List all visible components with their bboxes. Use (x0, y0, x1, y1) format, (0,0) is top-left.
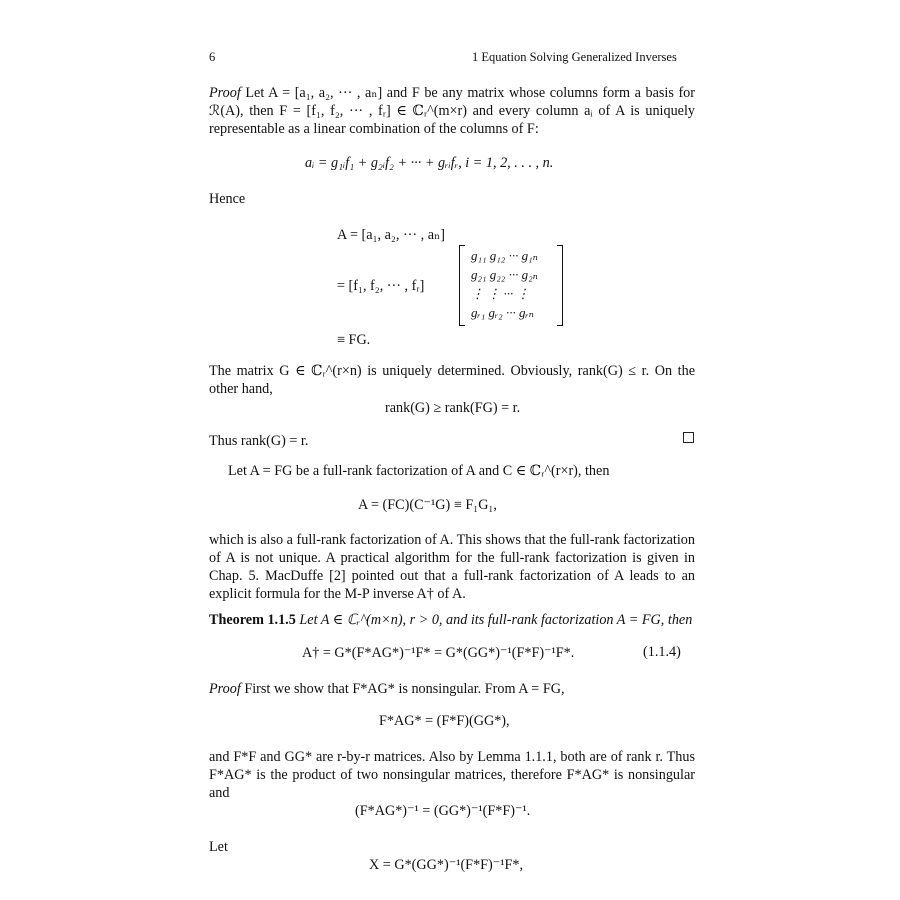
paragraph-matrix-G: The matrix G ∈ ℂᵣ^(r×n) is uniquely determined. Obviously, rank(G) ≤ r. On the other hand, (209, 363, 695, 397)
proof-paragraph-1 (209, 84, 695, 138)
paragraph-let-A: Let A = FG be a full-rank factorization of A and C ∈ ℂᵣ^(r×r), then (228, 463, 610, 479)
proof-paragraph-2 (209, 680, 565, 698)
equation-A-line1: A = [a₁, a₂, ··· , aₙ] (337, 227, 445, 243)
proof-text: Let A = [a₁, a₂, ··· , aₙ] and F be any matrix whose columns form a basis for ℛ(A), then F = [f₁, f₂, ··· , fᵣ] ∈ ℂᵣ^(m×r) and every column aᵢ of A is uniquely representable as a linear combination of the columns of F: (209, 85, 695, 137)
qed-square-icon (683, 432, 694, 443)
matrix-row: g₁₁ g₁₂ ··· g₁ₙ (471, 248, 538, 263)
equation-number: (1.1.4) (643, 644, 681, 660)
theorem-1-1-5 (209, 611, 692, 629)
matrix-left-bracket (459, 245, 465, 326)
matrix-right-bracket (557, 245, 563, 326)
paragraph-which: which is also a full-rank factorization of A. This shows that the full-rank factorization of A is not unique. A practical algorithm for the full-rank factorization is given in Chap. 5. MacDuffe [2] pointed out that a full-rank factorization of A leads to an explicit formula for the M-P inverse A† of A. (209, 532, 695, 602)
equation-FC: A = (FC)(C⁻¹G) ≡ F₁G₁, (358, 497, 497, 513)
theorem-text: Let A ∈ ℂᵣ^(m×n), r > 0, and its full-rank factorization A = FG, then (295, 612, 693, 628)
equation-A-line3: ≡ FG. (337, 332, 371, 348)
equation-rank: rank(G) ≥ rank(FG) = r. (385, 400, 521, 416)
paragraph-and: and F*F and GG* are r-by-r matrices. Also by Lemma 1.1.1, both are of rank r. Thus F*AG* is the product of two nonsingular matrices, therefore F*AG* is nonsingular and (209, 749, 695, 801)
let-text: Let (209, 839, 228, 855)
equation-ai: aᵢ = g₁ᵢf₁ + g₂ᵢf₂ + ··· + gᵣᵢfᵣ, i = 1, 2, . . . , n. (305, 155, 554, 171)
theorem-label: Theorem 1.1.5 (209, 612, 296, 628)
proof-label: Proof (209, 681, 241, 697)
running-title: 1 Equation Solving Generalized Inverses (472, 50, 677, 64)
hence-text: Hence (209, 191, 246, 207)
matrix-row: ⋮ ⋮ ··· ⋮ (471, 286, 530, 301)
page-number: 6 (209, 50, 216, 64)
g-matrix (459, 245, 563, 326)
equation-inverse: (F*AG*)⁻¹ = (GG*)⁻¹(F*F)⁻¹. (355, 803, 531, 819)
equation-A-line2: = [f₁, f₂, ··· , fᵣ] (337, 278, 425, 294)
proof-label: Proof (209, 85, 241, 101)
matrix-row: gᵣ₁ gᵣ₂ ··· gᵣₙ (471, 305, 534, 320)
thus-rank-text: Thus rank(G) = r. (209, 433, 309, 449)
matrix-row: g₂₁ g₂₂ ··· g₂ₙ (471, 267, 538, 282)
proof-text: First we show that F*AG* is nonsingular. From A = FG, (240, 681, 565, 697)
equation-X: X = G*(GG*)⁻¹(F*F)⁻¹F*, (369, 857, 524, 873)
equation-FAG: F*AG* = (F*F)(GG*), (379, 713, 510, 729)
equation-main: A† = G*(F*AG*)⁻¹F* = G*(GG*)⁻¹(F*F)⁻¹F*. (302, 645, 575, 661)
